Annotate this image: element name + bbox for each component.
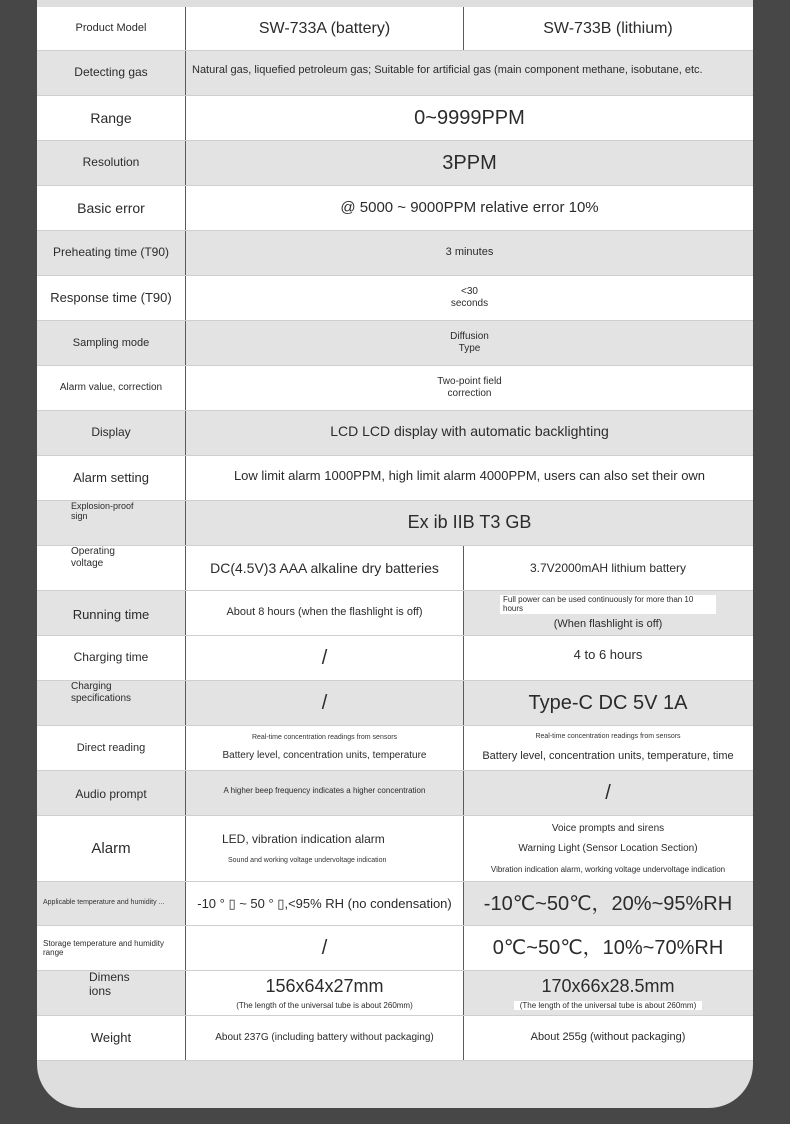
row-label: Detecting gas [37, 51, 186, 95]
value-line-2: Warning Light (Sensor Location Section) [518, 842, 698, 854]
value-line-1: Real-time concentration readings from sensors [535, 733, 681, 741]
table-row [37, 726, 753, 771]
table-row [37, 501, 753, 546]
cell-left: / [186, 681, 464, 725]
row-label: Range [37, 96, 186, 140]
cell-value: Natural gas, liquefied petroleum gas; Suitable for artificial gas (main component methane, isobutane, etc. [192, 64, 703, 77]
cell-value: Ex ib IIB T3 GB [407, 512, 532, 533]
value-line-1: Real-time concentration readings from sensors [251, 733, 398, 741]
cell-left: About 237G (including battery without packaging) [186, 1016, 464, 1060]
row-label: Response time (T90) [37, 276, 186, 320]
row-label: Alarm setting [37, 456, 186, 500]
cell-left [186, 726, 464, 770]
table-row [37, 636, 753, 681]
table-row [37, 141, 753, 186]
table-row [37, 546, 753, 591]
row-label: Running time [37, 591, 186, 635]
row-label: Alarm value, correction [37, 366, 186, 410]
label-line-1: Explosion-proof [71, 501, 134, 511]
table-row [37, 366, 753, 411]
row-label: Alarm [37, 816, 186, 881]
value-line-1: <30 [461, 286, 478, 297]
table-row [37, 51, 753, 96]
value-line-1: LED, vibration indication alarm [222, 832, 385, 847]
row-label: Preheating time (T90) [37, 231, 186, 275]
value-line-1: Voice prompts and sirens [551, 822, 665, 834]
cell-right: 0℃~50℃，10%~70%RH [492, 937, 724, 959]
table-row [37, 771, 753, 816]
row-label: Direct reading [37, 726, 186, 770]
value-line-1: 156x64x27mm [265, 975, 384, 996]
table-row [37, 231, 753, 276]
label-line-2: voltage [71, 557, 104, 569]
label-line-1: Operating [71, 546, 115, 557]
cell-right: About 255g (without packaging) [530, 1031, 686, 1044]
table-row [37, 681, 753, 726]
cell-left: A higher beep frequency indicates a higher concentration [186, 771, 464, 815]
value-line-3: Vibration indication alarm, working voltage undervoltage indication [490, 864, 726, 874]
value-line-2: Battery level, concentration units, temperature [222, 750, 427, 762]
table-row [37, 7, 753, 51]
table-row [37, 411, 753, 456]
row-label [37, 681, 186, 725]
cell-right: Type-C DC 5V 1A [528, 692, 688, 714]
row-label: Sampling mode [37, 321, 186, 365]
cell-left [186, 816, 464, 881]
cell-value [186, 321, 753, 365]
cell-value: Low limit alarm 1000PPM, high limit alarm 4000PPM, users can also set their own [233, 468, 706, 484]
value-line-2: (The length of the universal tube is about 260mm) [514, 1001, 703, 1011]
cell-left: DC(4.5V)3 AAA alkaline dry batteries [186, 546, 464, 590]
cell-right: 4 to 6 hours [573, 647, 643, 663]
value-line-2: Battery level, concentration units, temperature, time [482, 749, 734, 762]
table-row [37, 816, 753, 882]
label-line-2: specifications [71, 692, 132, 704]
value-line-2: (The length of the universal tube is about 260mm) [236, 1000, 413, 1010]
cell-left [186, 971, 464, 1015]
cell-right [464, 726, 752, 770]
spec-table [37, 0, 753, 1108]
table-row [37, 926, 753, 971]
cell-right [464, 971, 752, 1015]
row-label: Weight [37, 1016, 186, 1060]
table-row [37, 186, 753, 231]
row-label: Display [37, 411, 186, 455]
value-line-1: Diffusion [450, 331, 489, 342]
cell-value: 3PPM [442, 152, 497, 174]
value-line-2: seconds [450, 298, 489, 309]
cell-right [464, 816, 752, 881]
cell-left: About 8 hours (when the flashlight is off) [186, 591, 464, 635]
cell-value [186, 276, 753, 320]
value-line-1: Full power can be used continuously for more than 10 hours [500, 595, 716, 614]
cell-right [464, 591, 752, 635]
table-row [37, 456, 753, 501]
value-line-2: (When flashlight is off) [553, 618, 663, 630]
table-row [37, 276, 753, 321]
row-label: Charging time [37, 636, 186, 680]
cell-right: SW-733B (lithium) [543, 19, 673, 37]
table-row [37, 882, 753, 926]
row-label [37, 971, 186, 1015]
cell-right: -10℃~50℃，20%~95%RH [483, 892, 733, 915]
cell-left: SW-733A (battery) [186, 7, 464, 50]
value-line-2: correction [447, 388, 492, 399]
row-label: Resolution [37, 141, 186, 185]
row-label: Audio prompt [37, 771, 186, 815]
cell-right: / [605, 782, 611, 804]
label-line-2: sign [71, 511, 88, 522]
cell-value: LCD LCD display with automatic backlighting [330, 422, 609, 439]
cell-left: / [186, 636, 464, 680]
row-label: Basic error [37, 186, 186, 230]
cell-value: @ 5000 ~ 9000PPM relative error 10% [340, 199, 599, 216]
row-label: Storage temperature and humidity range [37, 926, 186, 970]
row-label [37, 501, 186, 545]
table-row [37, 591, 753, 636]
label-line-2: ions [89, 983, 112, 998]
value-line-1: Two-point field [437, 376, 502, 387]
value-line-2: Type [458, 343, 481, 354]
cell-value: 0~9999PPM [414, 107, 525, 129]
row-label: Applicable temperature and humidity ... [37, 882, 186, 925]
table-row [37, 1016, 753, 1061]
label-line-1: Charging [71, 681, 112, 692]
table-row [37, 971, 753, 1016]
row-label [37, 546, 186, 590]
cell-value [186, 366, 753, 410]
table-row [37, 321, 753, 366]
cell-right: 3.7V2000mAH lithium battery [529, 560, 687, 575]
table-row [37, 96, 753, 141]
row-label: Product Model [37, 7, 186, 50]
value-line-1: 170x66x28.5mm [541, 975, 675, 996]
cell-left: / [186, 926, 464, 970]
cell-left: -10 ° ▯ ~ 50 ° ▯,<95% RH (no condensation) [186, 882, 464, 925]
value-line-2: Sound and working voltage undervoltage indication [228, 856, 387, 864]
label-line-1: Dimens [89, 970, 130, 984]
cell-value: 3 minutes [445, 246, 494, 259]
